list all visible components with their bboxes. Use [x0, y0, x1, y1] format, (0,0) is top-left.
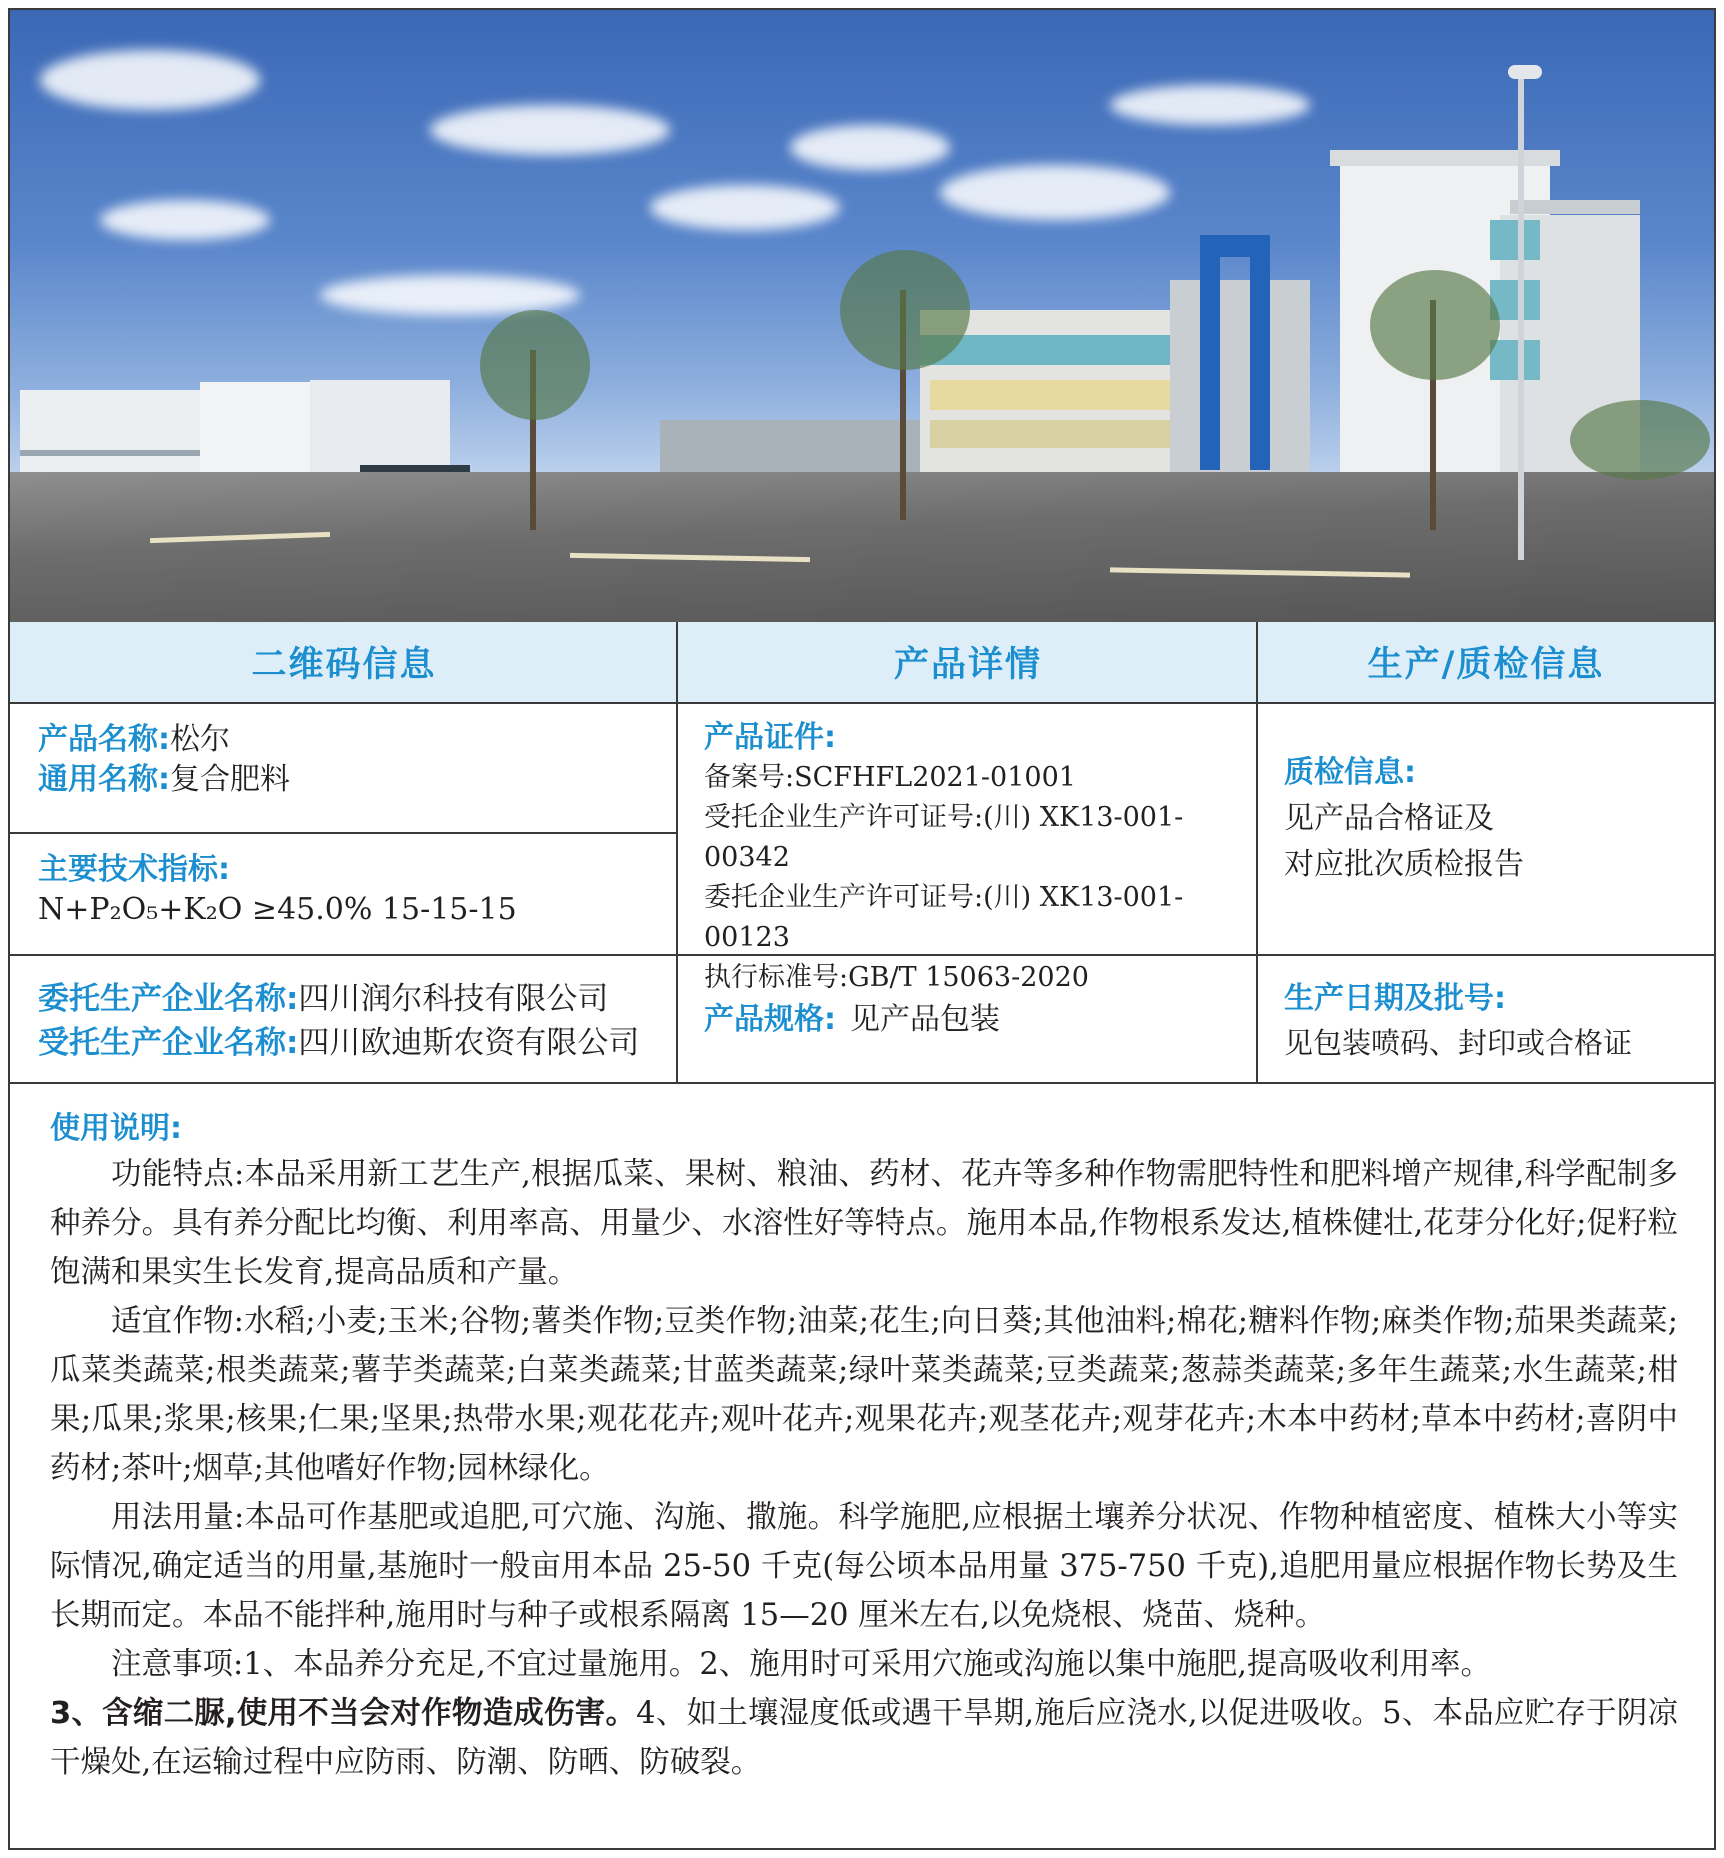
- usage-crops: 适宜作物:水稻;小麦;玉米;谷物;薯类作物;豆类作物;油菜;花生;向日葵;其他油料;棉花;糖料作物;麻类作物;茄果类蔬菜;瓜菜类蔬菜;根类蔬菜;薯芋类蔬菜;白菜类蔬菜;甘蓝类蔬菜;绿叶菜类蔬菜;豆类蔬菜;葱蒜类蔬菜;多年生蔬菜;水生蔬菜;柑果;瓜果;浆果;核果;仁果;坚果;热带水果;观花花卉;观叶花卉;观果花卉;观茎花卉;观芽花卉;木本中药材;草本中药材;喜阴中药材;茶叶;烟草;其他嗜好作物;园林绿化。: [50, 1304, 1679, 1486]
- certificates-cell: [704, 718, 1250, 998]
- entrust-company-value: 四川润尔科技有限公司: [298, 981, 609, 1017]
- usage-notes-a: 注意事项:1、本品养分充足,不宜过量施用。2、施用时可采用穴施或沟施以集中施肥,提高吸收利用率。: [111, 1647, 1491, 1682]
- product-label: [8, 8, 1716, 1850]
- trustee-company-value: 四川欧迪斯农资有限公司: [298, 1025, 640, 1061]
- usage-instructions: [10, 1082, 1714, 1850]
- certificates-label: 产品证件:: [704, 720, 836, 755]
- usage-notes-b: 4、如土壤湿度低或遇干旱期,施后应浇水,以促进吸收。5、本品应贮存于阴凉干燥处,在运输过程中应防雨、防潮、防晒、防破裂。: [50, 1696, 1678, 1780]
- tech-spec-value: N+P₂O₅+K₂O ≥45.0% 15-15-15: [38, 892, 517, 927]
- tech-spec-row: [38, 850, 668, 930]
- info-table: [10, 622, 1714, 1082]
- cert-filing-number: 备案号:SCFHFL2021-01001: [704, 762, 1076, 793]
- quality-line-1: 见产品合格证及: [1284, 801, 1494, 836]
- tech-spec-label: 主要技术指标:: [38, 852, 230, 887]
- quality-cell: [1284, 750, 1704, 888]
- header-qrcode-info: 二维码信息: [10, 622, 678, 704]
- header-product-details: 产品详情: [678, 622, 1258, 704]
- spec-value: 见产品包装: [850, 1002, 1000, 1037]
- usage-dosage: 用法用量:本品可作基肥或追肥,可穴施、沟施、撒施。科学施肥,应根据土壤养分状况、作物种植密度、植株大小等实际情况,确定适当的用量,基施时一般亩用本品 25-50 千克(每公顷本品用量 375-750 千克),追肥用量应根据作物长势及生长期而定。本品不能拌种,施用时与种子或根系隔离 15—20 厘米左右,以免烧根、烧苗、烧种。: [50, 1500, 1678, 1633]
- cert-entrust-license: 委托企业生产许可证号:(川) XK13-001-00123: [704, 882, 1184, 953]
- batch-value: 见包装喷码、封印或合格证: [1284, 1026, 1633, 1060]
- trustee-company-label: 受托生产企业名称:: [38, 1025, 299, 1061]
- usage-notes-warning: 3、含缩二脲,使用不当会对作物造成伤害。: [50, 1696, 637, 1731]
- generic-name-value: 复合肥料: [170, 762, 290, 797]
- cert-standard-number: 执行标准号:GB/T 15063-2020: [704, 962, 1089, 993]
- product-name-row: [38, 720, 668, 800]
- companies-row: [38, 977, 668, 1065]
- usage-notes-b-paragraph: [50, 1689, 1678, 1787]
- header-production-quality: 生产/质检信息: [1258, 622, 1714, 704]
- usage-title: 使用说明:: [50, 1111, 182, 1146]
- spec-cell: [704, 1000, 1250, 1040]
- usage-features: 功能特点:本品采用新工艺生产,根据瓜菜、果树、粮油、药材、花卉等多种作物需肥特性和肥料增产规律,科学配制多种养分。具有养分配比均衡、利用率高、用量少、水溶性好等特点。施用本品,作物根系发达,植株健壮,花芽分化好;促籽粒饱满和果实生长发育,提高品质和产量。: [50, 1157, 1678, 1290]
- quality-label: 质检信息:: [1284, 755, 1416, 790]
- batch-label: 生产日期及批号:: [1284, 981, 1506, 1016]
- factory-photo: [10, 10, 1714, 622]
- quality-line-2: 对应批次质检报告: [1284, 847, 1524, 882]
- product-name-value: 松尔: [170, 722, 230, 757]
- spec-label: 产品规格:: [704, 1002, 836, 1037]
- cert-trustee-license: 受托企业生产许可证号:(川) XK13-001-00342: [704, 802, 1184, 873]
- entrust-company-label: 委托生产企业名称:: [38, 981, 299, 1017]
- generic-name-label: 通用名称:: [38, 762, 170, 797]
- batch-cell: [1284, 977, 1714, 1065]
- product-name-label: 产品名称:: [38, 722, 170, 757]
